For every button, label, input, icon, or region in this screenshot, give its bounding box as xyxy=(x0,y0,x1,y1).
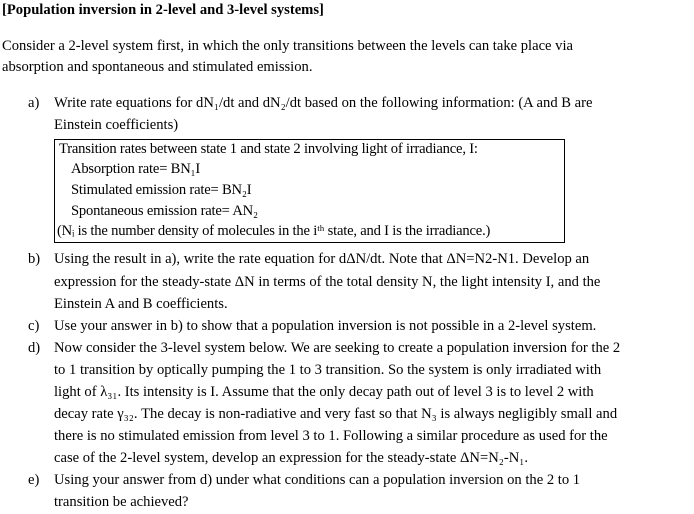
box-header: Transition rates between state 1 and state 2 involving light of irradiance, I: xyxy=(59,141,478,157)
page-title: [Population inversion in 2-level and 3-level systems] xyxy=(2,2,324,18)
item-d-line-1: Now consider the 3-level system below. We are seeking to create a population inversion for the 2 xyxy=(54,340,621,356)
item-d-line-5: there is no stimulated emission from level 3 to 1. Following a similar procedure as used for the xyxy=(54,428,608,444)
intro-line-2: absorption and spontaneous and stimulated emission. xyxy=(2,59,313,75)
item-b-line-1: Using the result in a), write the rate equation for dΔN/dt. Note that ΔN=N2-N1. Develop an xyxy=(54,251,590,267)
item-a-line-2: Einstein coefficients) xyxy=(54,117,179,133)
item-a-line-1: Write rate equations for dN₁/dt and dN₂/dt based on the following information: (A and B are xyxy=(54,95,593,111)
item-d-line-6: case of the 2-level system, develop an expression for the steady-state ΔN=N₂-N₁. xyxy=(54,450,528,466)
item-b-line-2: expression for the steady-state ΔN in terms of the total density N, the light intensity I, and the xyxy=(54,274,601,290)
item-a-label: a) xyxy=(28,95,40,111)
box-note: (Nᵢ is the number density of molecules in the iᵗʰ state, and I is the irradiance.) xyxy=(57,223,491,239)
item-e-line-1: Using your answer from d) under what conditions can a population inversion on the 2 to 1 xyxy=(54,472,581,488)
item-d-label: d) xyxy=(28,340,41,356)
item-b-label: b) xyxy=(28,251,41,267)
intro-line-1: Consider a 2-level system first, in which the only transitions between the levels can take place via xyxy=(2,38,574,54)
item-d-line-3: light of λ₃₁. Its intensity is I. Assume that the only decay path out of level 3 is to level 2 with xyxy=(54,384,594,400)
stimulated-emission-rate: Stimulated emission rate= BN₂I xyxy=(71,182,252,198)
transition-rates-box xyxy=(54,139,565,243)
item-e-line-2: transition be achieved? xyxy=(54,494,189,510)
item-b-line-3: Einstein A and B coefficients. xyxy=(54,296,228,312)
item-d-line-4: decay rate γ₃₂. The decay is non-radiative and very fast so that N₃ is always negligibly small and xyxy=(54,406,618,422)
item-c-line-1: Use your answer in b) to show that a population inversion is not possible in a 2-level system. xyxy=(54,318,597,334)
absorption-rate: Absorption rate= BN₁I xyxy=(71,161,201,177)
item-c-label: c) xyxy=(28,318,40,334)
item-d-line-2: to 1 transition by optically pumping the 1 to 3 transition. So the system is only irradiated with xyxy=(54,362,602,378)
item-e-label: e) xyxy=(28,472,40,488)
spontaneous-emission-rate: Spontaneous emission rate= AN₂ xyxy=(71,203,258,219)
